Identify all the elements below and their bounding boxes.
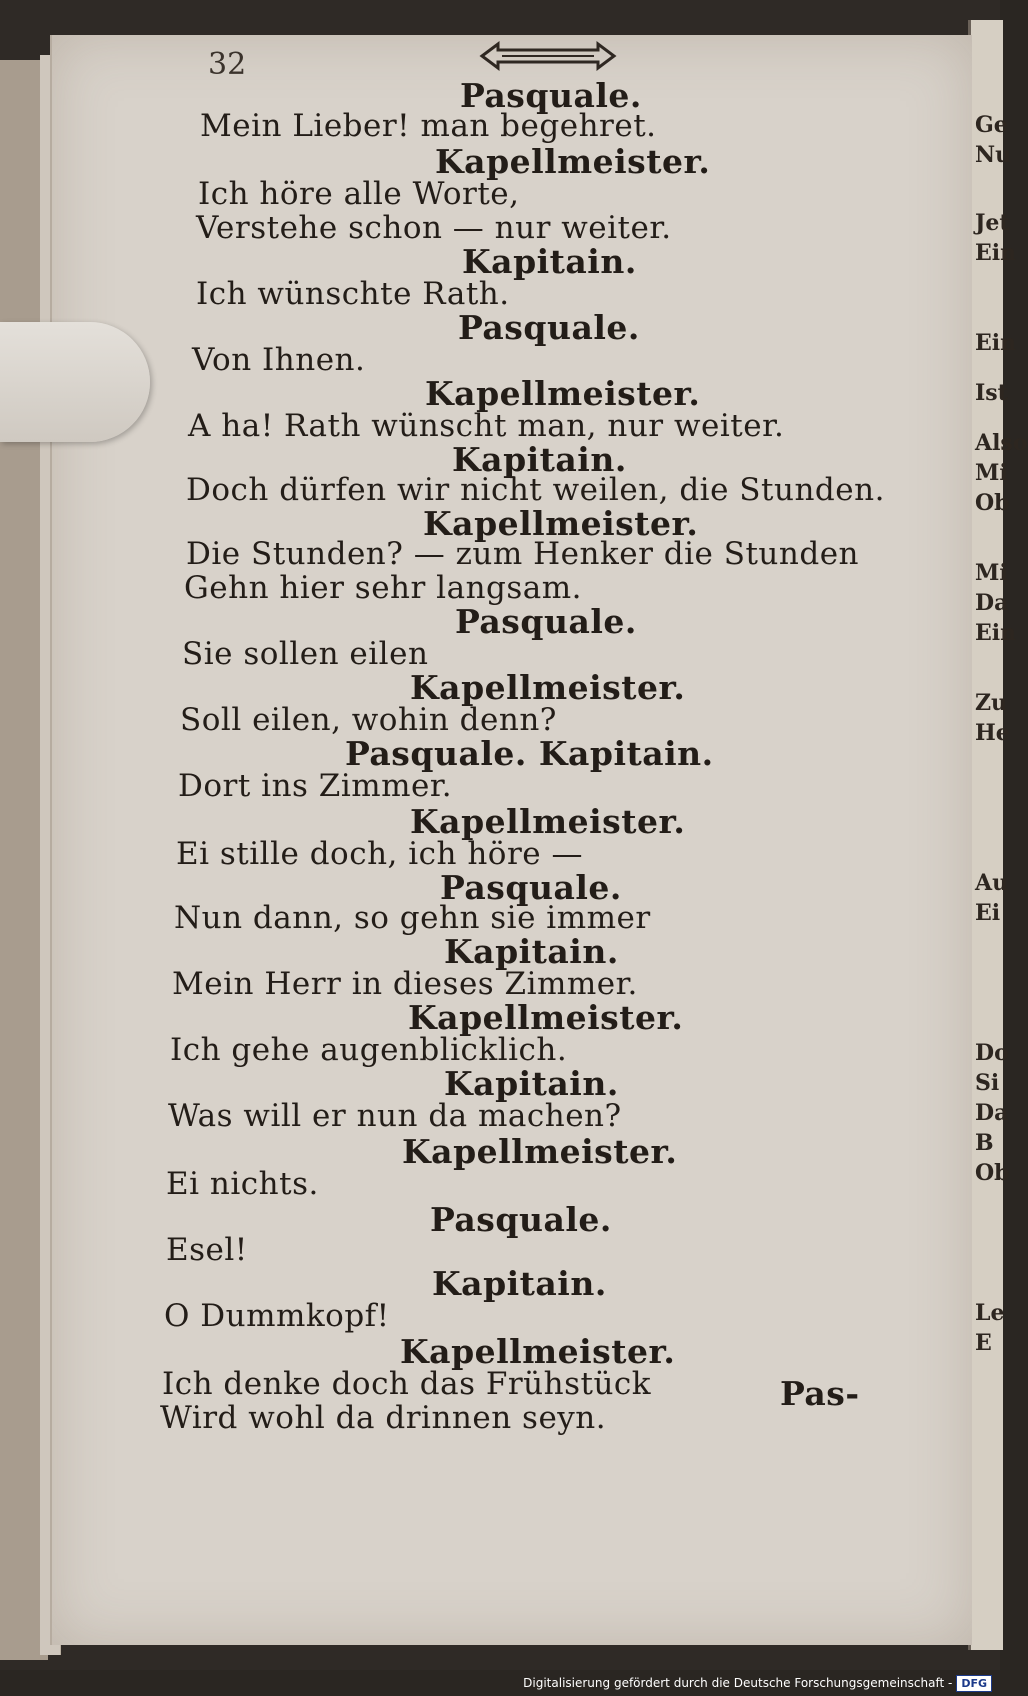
verse-line: Dort ins Zimmer. (178, 768, 453, 804)
next-page-fragment: Ein (975, 620, 1017, 646)
speaker-name: Kapitain. (462, 242, 637, 281)
next-page-fragment: Mi (975, 560, 1008, 586)
next-page-fragment: Also (975, 430, 1028, 456)
next-page-fragment: Jet (975, 210, 1010, 236)
speaker-name: Kapitain. (432, 1264, 607, 1303)
speaker-name: Kapellmeister. (435, 142, 711, 181)
next-page-fragment: Ge (975, 112, 1008, 138)
speaker-name: Pasquale. (440, 868, 622, 907)
verse-line: Ich höre alle Worte, (198, 176, 520, 212)
speaker-name: Kapellmeister. (425, 374, 701, 413)
verse-line: Was will er nun da machen? (168, 1098, 622, 1134)
next-page-fragment: Da (975, 1100, 1009, 1126)
catchword: Pas- (780, 1374, 860, 1413)
verse-line: Esel! (166, 1232, 248, 1268)
verse-line: Mein Lieber! man begehret. (200, 108, 657, 144)
next-page-fragment: E (975, 1330, 992, 1356)
ornament-icon (478, 38, 618, 74)
verse-line: O Dummkopf! (164, 1298, 390, 1334)
next-page-fragment: Au (975, 870, 1009, 896)
verse-line: Soll eilen, wohin denn? (180, 702, 557, 738)
verse-line: Ich denke doch das Frühstück (162, 1366, 652, 1402)
next-page-fragment: Ei (975, 900, 1001, 926)
verse-line: Von Ihnen. (192, 342, 366, 378)
next-page-fragment: Mi (975, 460, 1008, 486)
digitization-credit (523, 1672, 992, 1694)
verse-line: Ich gehe augenblicklich. (170, 1032, 568, 1068)
speaker-name: Pasquale. (430, 1200, 612, 1239)
speaker-name: Kapitain. (452, 440, 627, 479)
next-page-fragment: Da (975, 590, 1009, 616)
verse-line: A ha! Rath wünscht man, nur weiter. (188, 408, 785, 444)
verse-line: Nun dann, so gehn sie immer (174, 900, 651, 936)
next-page-fragment: Ist (975, 380, 1008, 406)
speaker-name: Kapellmeister. (410, 668, 686, 707)
next-page-fragment: Si (975, 1070, 1000, 1096)
verse-line: Gehn hier sehr langsam. (184, 570, 583, 606)
speaker-name: Pasquale. (455, 602, 637, 641)
speaker-name: Kapellmeister. (402, 1132, 678, 1171)
speaker-name: Kapellmeister. (423, 504, 699, 543)
verse-line: Ei stille doch, ich höre — (176, 836, 583, 872)
next-page-fragment: Nu (975, 142, 1012, 168)
dfg-logo: DFG (956, 1675, 992, 1692)
verse-line: Mein Herr in dieses Zimmer. (172, 966, 638, 1002)
credit-text: Digitalisierung gefördert durch die Deutsche Forschungsgemeinschaft - (523, 1676, 953, 1690)
next-page-fragment: B (975, 1130, 994, 1156)
next-page-fragment: He (975, 720, 1010, 746)
next-page-fragment: Do (975, 1040, 1009, 1066)
page-tab-marker (0, 322, 150, 442)
speaker-name: Kapellmeister. (400, 1332, 676, 1371)
verse-line: Wird wohl da drinnen seyn. (160, 1400, 607, 1436)
next-page-fragment: Le (975, 1300, 1005, 1326)
next-page-fragment: Ob (975, 1160, 1010, 1186)
verse-line: Die Stunden? — zum Henker die Stunden (186, 536, 860, 572)
verse-line: Ei nichts. (166, 1166, 319, 1202)
next-page-fragment: Ob (975, 490, 1010, 516)
page-number: 32 (208, 47, 247, 82)
next-page-edge (968, 20, 1028, 1650)
verse-line: Doch dürfen wir nicht weilen, die Stunden. (186, 472, 885, 508)
speaker-name: Kapitain. (444, 932, 619, 971)
next-page-fragment: Ein (975, 330, 1017, 356)
verse-line: Verstehe schon — nur weiter. (196, 210, 672, 246)
verse-line: Sie sollen eilen (182, 636, 429, 672)
speaker-name: Kapellmeister. (410, 802, 686, 841)
next-page-fragment: Ein (975, 240, 1017, 266)
speaker-name: Pasquale. Kapitain. (345, 734, 714, 773)
next-page-fragment: Zu (975, 690, 1008, 716)
speaker-name: Pasquale. (458, 308, 640, 347)
speaker-name: Pasquale. (460, 76, 642, 115)
verse-line: Ich wünschte Rath. (196, 276, 510, 312)
speaker-name: Kapitain. (444, 1064, 619, 1103)
speaker-name: Kapellmeister. (408, 998, 684, 1037)
